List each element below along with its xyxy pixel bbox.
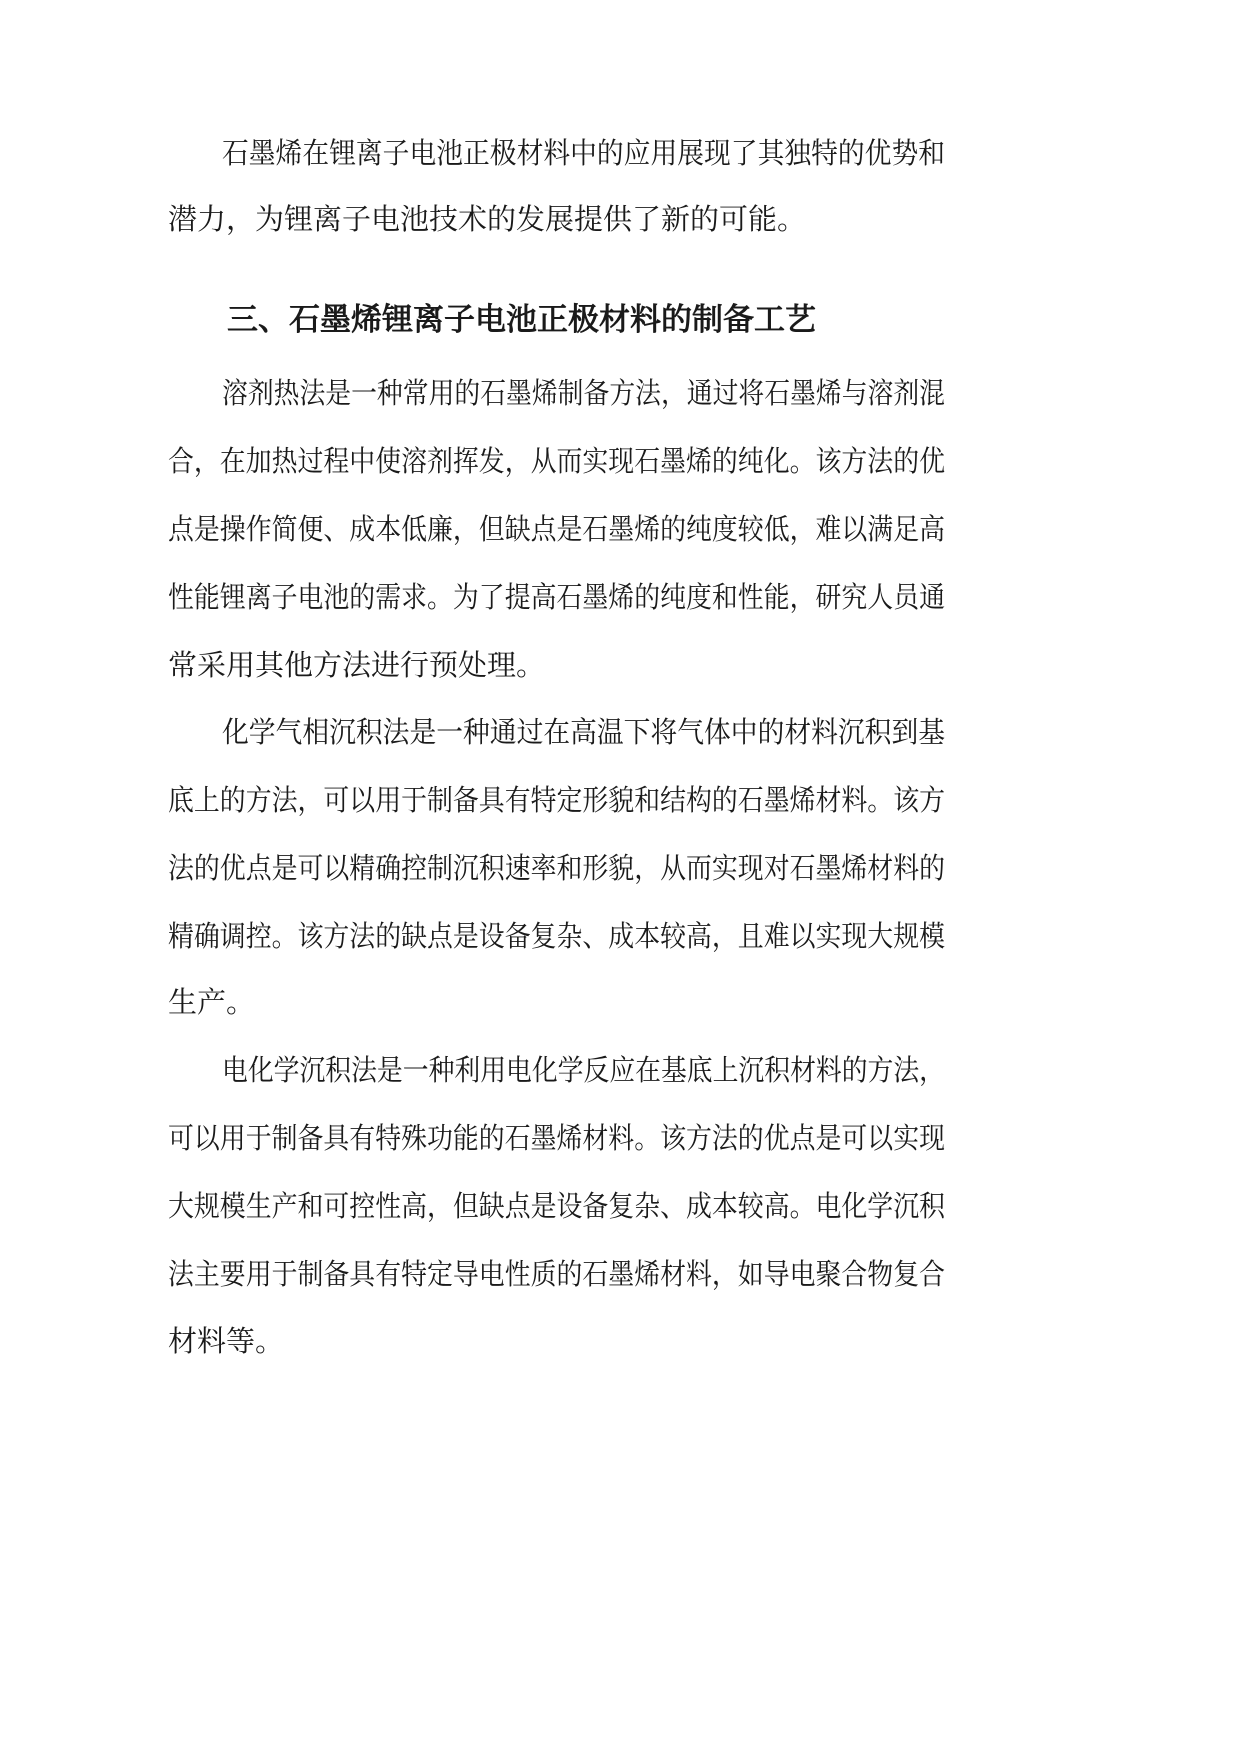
paragraph-4-line-3 [0,1181,1241,1231]
paragraph-text: 溶剂热法是一种常用的石墨烯制备方法，通过将石墨烯与溶剂混 [222,376,946,410]
paragraph-3-line-2 [0,775,1241,825]
paragraph-text: 点是操作简便、成本低廉，但缺点是石墨烯的纯度较低，难以满足高 [168,512,946,546]
paragraph-text: 电化学沉积法是一种利用电化学反应在基底上沉积材料的方法， [222,1053,946,1087]
paragraph-2-line-4 [0,572,1241,622]
paragraph-text: 化学气相沉积法是一种通过在高温下将气体中的材料沉积到基 [222,715,946,749]
paragraph-text: 材料等。 [168,1324,285,1358]
paragraph-4-line-4 [0,1249,1241,1299]
paragraph-3-line-4 [0,911,1241,961]
section-heading [0,295,1241,345]
paragraph-4-line-1 [0,1045,1241,1095]
paragraph-text: 生产。 [168,985,256,1019]
paragraph-3-line-1 [0,707,1241,757]
paragraph-text: 大规模生产和可控性高，但缺点是设备复杂、成本较高。电化学沉积 [168,1189,946,1223]
paragraph-text: 潜力，为锂离子电池技术的发展提供了新的可能。 [168,202,807,236]
paragraph-text: 可以用于制备具有特殊功能的石墨烯材料。该方法的优点是可以实现 [168,1121,946,1155]
paragraph-2-line-3 [0,504,1241,554]
paragraph-text: 精确调控。该方法的缺点是设备复杂、成本较高，且难以实现大规模 [168,919,946,953]
paragraph-3-line-3 [0,843,1241,893]
paragraph-2-line-5 [0,640,1241,690]
paragraph-text: 石墨烯在锂离子电池正极材料中的应用展现了其独特的优势和 [222,136,946,170]
paragraph-1-line-2 [0,194,1241,244]
paragraph-3-line-5 [0,977,1241,1027]
paragraph-4-line-2 [0,1113,1241,1163]
paragraph-text: 常采用其他方法进行预处理。 [168,648,546,682]
paragraph-text: 合，在加热过程中使溶剂挥发，从而实现石墨烯的纯化。该方法的优 [168,444,946,478]
paragraph-2-line-1 [0,368,1241,418]
paragraph-4-line-5 [0,1316,1241,1366]
paragraph-text: 性能锂离子电池的需求。为了提高石墨烯的纯度和性能，研究人员通 [168,580,946,614]
paragraph-text: 法主要用于制备具有特定导电性质的石墨烯材料，如导电聚合物复合 [168,1257,946,1291]
paragraph-text: 法的优点是可以精确控制沉积速率和形貌，从而实现对石墨烯材料的 [168,851,946,885]
paragraph-text: 底上的方法，可以用于制备具有特定形貌和结构的石墨烯材料。该方 [168,783,946,817]
section-heading-text: 三、石墨烯锂离子电池正极材料的制备工艺 [227,302,816,338]
paragraph-1-line-1 [0,128,1241,178]
paragraph-2-line-2 [0,436,1241,486]
